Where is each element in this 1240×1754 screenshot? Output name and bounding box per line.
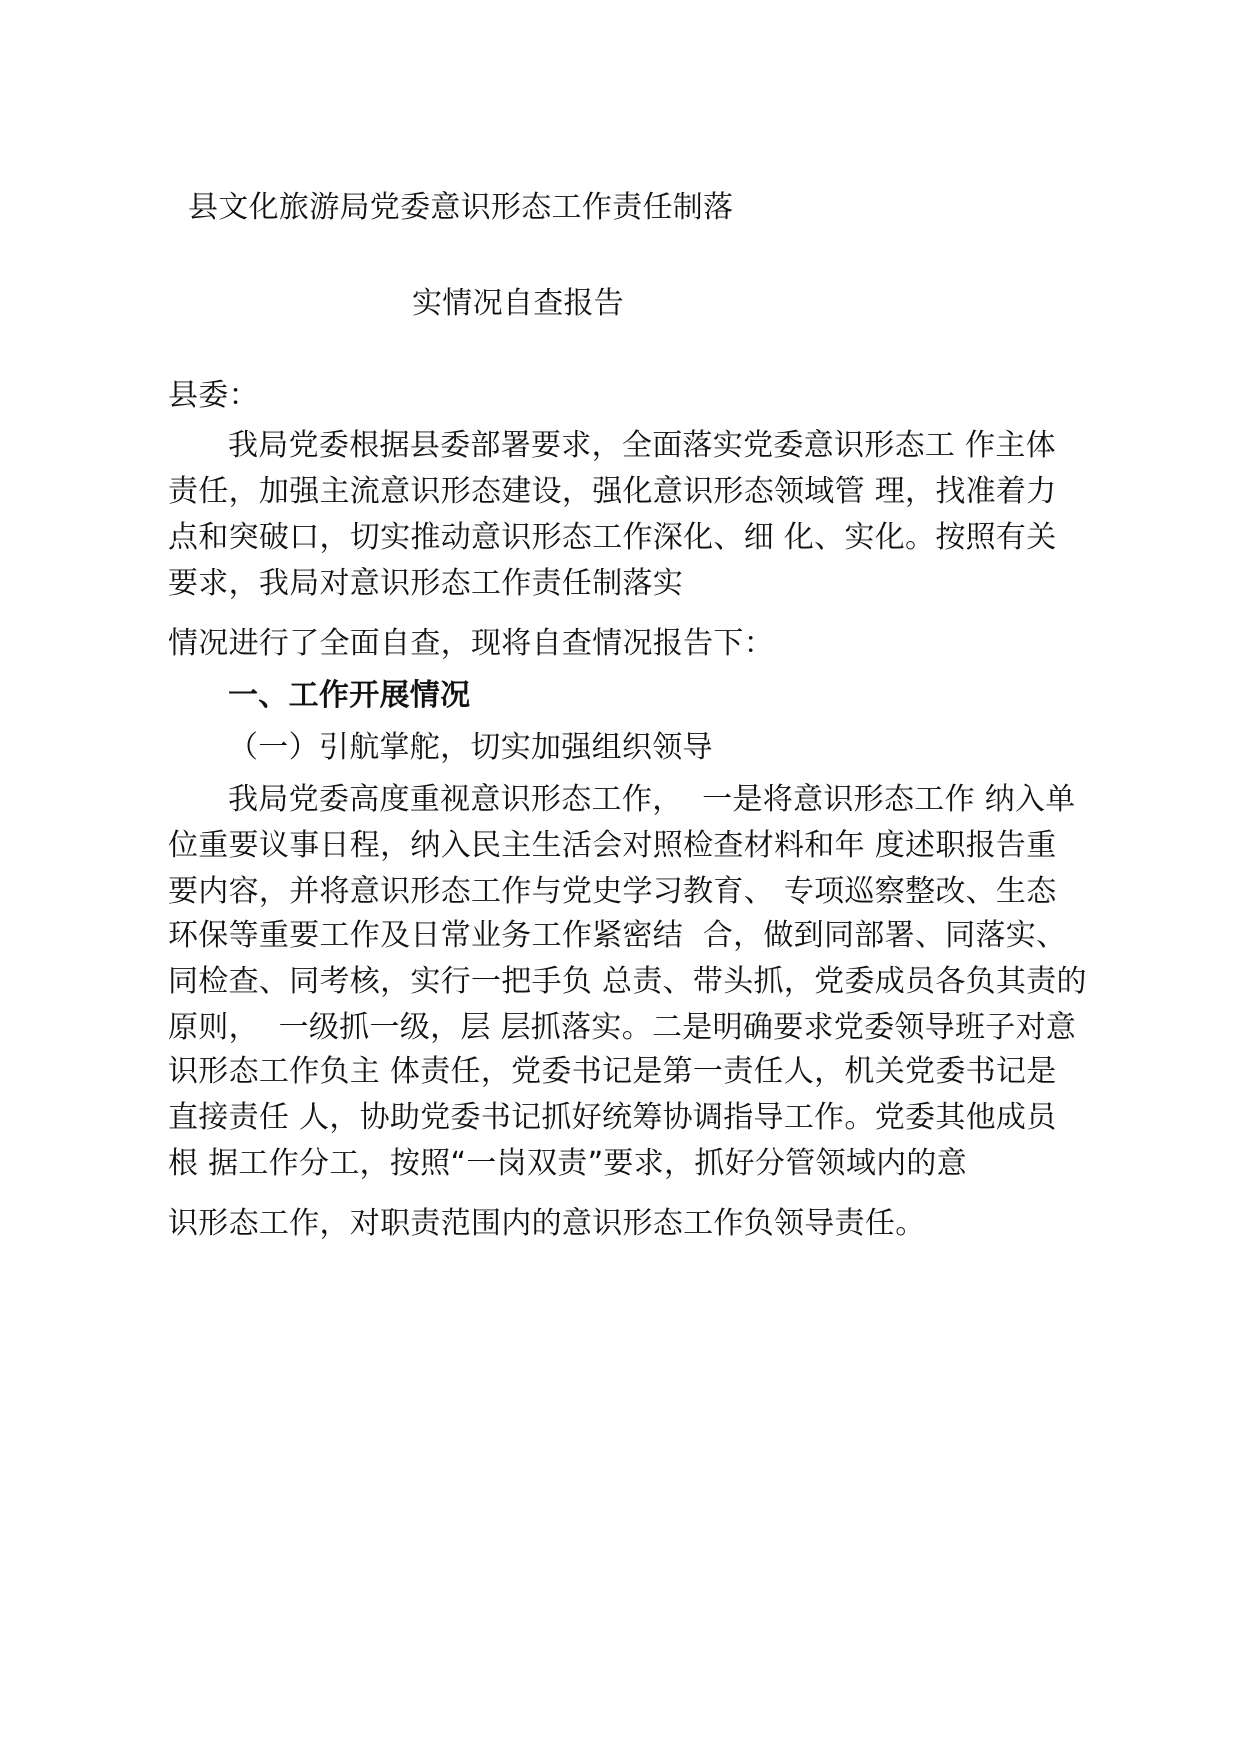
intro-line: 点和突破口，切实推动意识形态工作深化、细 化、实化。按照有关 <box>168 520 1057 555</box>
section-heading: 一、工作开展情况 <box>228 678 471 713</box>
intro-line: 责任，加强主流意识形态建设，强化意识形态领域管 理，找准着力 <box>168 474 1057 509</box>
body-line: 要内容，并将意识形态工作与党史学习教育、 专项巡察整改、生态 <box>168 874 1057 909</box>
salutation: 县委： <box>168 378 259 413</box>
body-line: 识形态工作负主 体责任，党委书记是第一责任人，机关党委书记是 <box>168 1054 1057 1089</box>
body-line: 识形态工作，对职责范围内的意识形态工作负领导责任。 <box>168 1206 926 1241</box>
body-line: 原则， 一级抓一级，层 层抓落实。二是明确要求党委领导班子对意 <box>168 1010 1077 1045</box>
body-line: 环保等重要工作及日常业务工作紧密结 合，做到同部署、同落实、 <box>168 918 1067 953</box>
intro-line: 要求，我局对意识形态工作责任制落实 <box>168 566 684 601</box>
body-line: 直接责任 人，协助党委书记抓好统筹协调指导工作。党委其他成员 <box>168 1100 1057 1135</box>
body-line: 我局党委高度重视意识形态工作， 一是将意识形态工作 纳入单 <box>228 782 1076 817</box>
title-line-1: 县文化旅游局党委意识形态工作责任制落 <box>188 190 734 225</box>
body-line: 同检查、同考核，实行一把手负 总责、带头抓，党委成员各负其责的 <box>168 964 1087 999</box>
subsection-heading: （一）引航掌舵，切实加强组织领导 <box>228 730 713 765</box>
body-line: 根 据工作分工，按照“一岗双责”要求，抓好分管领域内的意 <box>168 1146 968 1181</box>
body-line: 位重要议事日程，纳入民主生活会对照检查材料和年 度述职报告重 <box>168 828 1057 863</box>
intro-line: 情况进行了全面自查，现将自查情况报告下： <box>168 626 774 661</box>
intro-line: 我局党委根据县委部署要求，全面落实党委意识形态工 作主体 <box>228 428 1056 463</box>
title-line-2: 实情况自查报告 <box>412 286 625 321</box>
